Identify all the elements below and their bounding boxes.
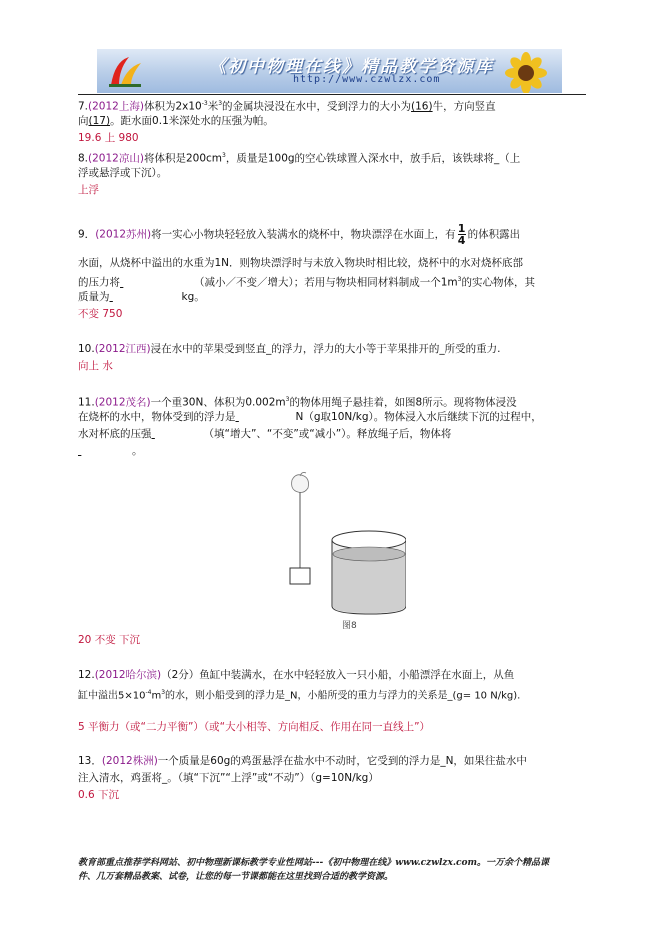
- q9-source: (2012苏州): [95, 228, 152, 241]
- q7-unit: 米: [207, 100, 219, 113]
- banner-url: http://www.czwlzx.com: [293, 74, 441, 85]
- q10-line1: [78, 342, 500, 356]
- header-rule: [78, 94, 586, 95]
- q7-text3: 牛，方向竖直: [432, 100, 496, 113]
- q8-text: 将体积是200cm: [143, 152, 222, 165]
- q11-exponent: 3: [285, 396, 290, 403]
- sunflower-icon: [496, 51, 556, 93]
- q9-fraction: [458, 224, 466, 245]
- q13-line1: [78, 754, 527, 768]
- q11-text5: 水对杯底的压强: [78, 428, 152, 440]
- q11-text6: （填“增大”、“不变”或“减小”）。释放绳子后，物体将: [203, 428, 452, 440]
- q12-unit-exponent: 3: [161, 689, 166, 696]
- q13-number: 13．: [78, 755, 102, 767]
- q11-line2: [78, 410, 542, 424]
- q8-text2: ，质量是100g的空心铁球置入深水中，放手后，该铁球将_（上: [225, 152, 521, 165]
- q11-line3: [78, 427, 451, 441]
- q12-text: （2分）鱼缸中装满水，在水中轻轻放入一只小船，小船漂浮在水面上，从鱼: [161, 669, 515, 681]
- q11-line1: [78, 393, 517, 410]
- page-footer: [78, 856, 588, 884]
- q10-number: 10.: [78, 343, 95, 355]
- q11-blank3: [78, 444, 132, 458]
- q12-line2: [78, 686, 520, 703]
- q7-line1: [78, 97, 496, 114]
- q7-blank1: (16): [411, 100, 433, 113]
- q7-text4: 向: [78, 115, 89, 127]
- hand-icon: [292, 472, 309, 492]
- q9-line4: [78, 290, 205, 304]
- q9-line3: [78, 273, 535, 290]
- q11-text3: 在烧杯的水中，物体受到的浮力是: [78, 411, 236, 423]
- banner-title: 《初中物理在线》精品教学资源库: [209, 57, 494, 77]
- q9-line2: 水面，从烧杯中溢出的水重为1N．则物块漂浮时与未放入物块时相比较，烧杯中的水对烧杯底部: [78, 257, 524, 269]
- q7-exponent: -3: [201, 100, 208, 107]
- q11-text: 一个重30N、体积为0.002m: [150, 396, 286, 409]
- q9-fraction-denominator: 4: [457, 234, 466, 247]
- q9-exponent: 3: [457, 276, 462, 283]
- q11-text2: 的物体用绳子悬挂着，如图8所示。现将物体浸没: [289, 396, 517, 409]
- q12-exponent: -4: [145, 689, 152, 696]
- q7-text5: 。距水面0.1米深处水的压强为帕。: [110, 115, 274, 127]
- q7-text: 体积为2x10: [143, 100, 202, 113]
- q7-number: 7.: [78, 100, 89, 113]
- q9-text: 将一实心小物块轻轻放入装满水的烧杯中，物块漂浮在水面上，有: [151, 228, 456, 241]
- footer-line1: 教育部重点推荐学科网站、初中物理新课标教学专业性网站---《初中物理在线》www.czwlzx.com。一万余个精品课: [78, 858, 550, 868]
- q8-source: (2012凉山): [88, 152, 144, 165]
- q8-number: 8.: [78, 152, 89, 165]
- q12-unit: m: [151, 690, 162, 702]
- q11-number: 11.: [78, 396, 95, 409]
- q9-blank1: [120, 276, 194, 290]
- q10-text: 浸在水中的苹果受到竖直_的浮力，浮力的大小等于苹果排开的_所受的重力.: [150, 343, 501, 355]
- figure-8-diagram: [278, 470, 406, 630]
- q8-line2: 浮或悬浮或下沉）。: [78, 167, 168, 179]
- q9-fraction-numerator: 1: [457, 222, 466, 235]
- q9-answer: 不变 750: [78, 308, 123, 320]
- q9-number: 9．: [78, 228, 96, 241]
- q12-answer: 5 平衡力（或“二力平衡”）（或“大小相等、方向相反、作用在同一直线上”）: [78, 721, 431, 733]
- q11-text4: N（g取10N/kg）。物体浸入水后继续下沉的过程中，: [295, 411, 542, 423]
- q12-text3: 的水，则小船受到的浮力是_N，小船所受的重力与浮力的关系是_(g= 10 N/kg).: [165, 690, 521, 702]
- q12-number: 12.: [78, 669, 95, 681]
- q12-source: (2012哈尔滨): [94, 669, 162, 681]
- q7-text2: 的金属块浸没在水中，受到浮力的大小为: [222, 100, 412, 113]
- q10-answer: 向上 水: [78, 360, 113, 372]
- q13-line2: 注入清水，鸡蛋将_。（填“下沉”“上浮”或“不动”）（g=10N/kg）: [78, 772, 379, 784]
- header-banner: [97, 49, 562, 93]
- footer-line2: 件、几万套精品教案、试卷，让您的每一节课都能在这里找到合适的教学资源。: [78, 872, 394, 882]
- q10-source: (2012江西): [94, 343, 151, 355]
- q11-answer: 20 不变 下沉: [78, 634, 141, 646]
- q8-exponent: 3: [222, 152, 226, 159]
- q13-answer: 0.6 下沉: [78, 789, 120, 801]
- q9-text3: 的压力将: [78, 276, 120, 289]
- q7-answer: 19.6 上 980: [78, 132, 139, 144]
- q11-source: (2012茂名): [94, 396, 151, 409]
- q9-line1: [78, 224, 520, 245]
- q12-text2: 缸中溢出5×10: [78, 690, 146, 702]
- q9-text7: kg。: [181, 291, 205, 303]
- figure-caption: 图8: [342, 621, 357, 630]
- hanging-block: [290, 568, 310, 584]
- q8-line1: [78, 149, 520, 166]
- q11-blank1: [236, 410, 296, 424]
- q12-line1: [78, 668, 514, 682]
- q11-line4: [78, 444, 143, 458]
- q7-unit-exponent: 3: [218, 100, 223, 107]
- q8-answer: 上浮: [78, 184, 99, 196]
- q9-text6: 质量为: [78, 291, 110, 303]
- q9-text5: 的实心物体，其: [461, 276, 535, 289]
- q9-text4: （减小／不变／增大）；若用与物块相同材料制成一个1m: [194, 276, 458, 289]
- q9-text2: 的体积露出: [467, 228, 521, 241]
- q13-text: 一个质量是60g的鸡蛋悬浮在盐水中不动时，它受到的浮力是_N，如果往盐水中: [157, 755, 527, 767]
- beaker: [332, 531, 406, 614]
- q11-blank2: [152, 427, 204, 441]
- q11-text7: 。: [132, 445, 143, 457]
- q7-blank2: (17): [88, 115, 111, 127]
- q7-line2: [78, 114, 274, 128]
- q13-source: (2012株洲): [101, 755, 158, 767]
- site-logo-icon: [105, 53, 145, 89]
- q9-blank2: [110, 290, 182, 304]
- q7-source: (2012上海): [88, 100, 144, 113]
